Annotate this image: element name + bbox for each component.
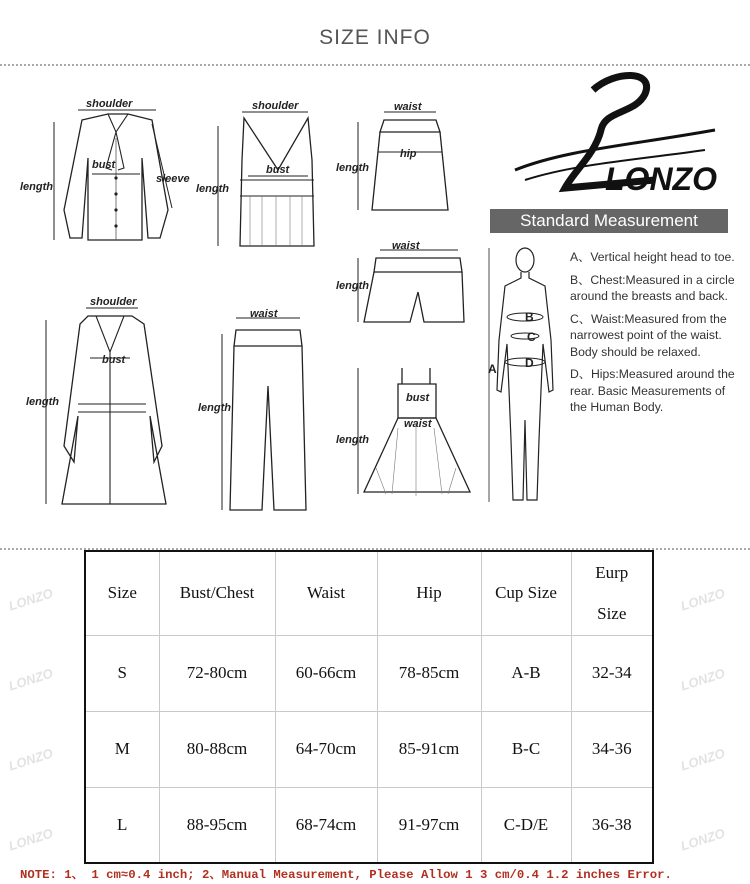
header-size: Size — [85, 551, 159, 635]
cell: 72-80cm — [159, 635, 275, 711]
cell: B-C — [481, 711, 571, 787]
table-row — [85, 711, 653, 787]
skirt-hip-label: hip — [400, 148, 417, 160]
dress-diagram — [336, 364, 476, 512]
watermark: LONZO — [678, 745, 727, 774]
body-label-c: C — [527, 330, 536, 344]
skirt-diagram — [336, 100, 456, 215]
skirt-illustration — [336, 100, 456, 215]
header-cup: Cup Size — [481, 551, 571, 635]
note-c — [570, 311, 740, 361]
vest-length-label: length — [196, 183, 229, 195]
cell: 60-66cm — [275, 635, 377, 711]
lonzo-logo-mark — [505, 70, 730, 210]
skirt-length-label: length — [336, 162, 369, 174]
size-table — [84, 550, 654, 864]
body-figure — [485, 240, 565, 512]
human-body-illustration — [485, 240, 565, 512]
measurement-notes — [570, 249, 740, 422]
cell: A-B — [481, 635, 571, 711]
brand-logo — [505, 70, 730, 210]
table-row — [85, 787, 653, 863]
watermark: LONZO — [678, 665, 727, 694]
header-hip: Hip — [377, 551, 481, 635]
watermark: LONZO — [678, 825, 727, 854]
note-b-key: B、 — [570, 272, 591, 287]
note-b-text: Chest:Measured in a circle around the breasts and back. — [570, 272, 735, 303]
dress-bust-label: bust — [406, 392, 430, 404]
dress-waist-label: waist — [404, 418, 432, 430]
pants-waist-label: waist — [250, 308, 278, 320]
cell: 68-74cm — [275, 787, 377, 863]
vest-diagram — [196, 100, 326, 250]
cell: 78-85cm — [377, 635, 481, 711]
shirt-length-label: length — [20, 181, 53, 193]
coat-diagram — [26, 296, 186, 511]
standard-measurement-banner: Standard Measurement — [490, 209, 728, 233]
note-a-text: Vertical height head to toe. — [590, 250, 735, 264]
cell: 91-97cm — [377, 787, 481, 863]
note-a-key: A、 — [570, 250, 591, 264]
cell: 32-34 — [571, 635, 653, 711]
footnote: NOTE: 1、 1 cm≈0.4 inch; 2、Manual Measurement, Please Allow 1 3 cm/0.4 1.2 inches Error. — [20, 868, 672, 882]
watermark: LONZO — [6, 585, 55, 614]
brand-name: LONZO — [605, 161, 717, 197]
note-c-key: C、 — [570, 311, 591, 326]
watermark: LONZO — [6, 745, 55, 774]
cell: S — [85, 635, 159, 711]
vest-shoulder-label: shoulder — [252, 100, 299, 112]
page-title: SIZE INFO — [319, 26, 431, 49]
note-d — [570, 366, 740, 416]
shorts-waist-label: waist — [392, 240, 420, 252]
pants-diagram — [196, 306, 326, 516]
cell: 80-88cm — [159, 711, 275, 787]
header-eurp: Eurp Size — [571, 551, 653, 635]
note-d-key: D、 — [570, 367, 591, 381]
body-label-a: A — [488, 362, 497, 376]
dress-length-label: length — [336, 434, 369, 446]
dotted-divider-top — [0, 64, 750, 66]
cell: 64-70cm — [275, 711, 377, 787]
body-label-d: D — [525, 356, 534, 370]
note-d-text: Hips:Measured around the rear. Basic Measurements of the Human Body. — [570, 367, 735, 414]
table-row — [85, 635, 653, 711]
note-a — [570, 249, 740, 266]
coat-bust-label: bust — [102, 354, 126, 366]
header-waist: Waist — [275, 551, 377, 635]
cell: 36-38 — [571, 787, 653, 863]
coat-length-label: length — [26, 396, 59, 408]
cell: L — [85, 787, 159, 863]
table-header-row — [85, 551, 653, 635]
shorts-diagram — [336, 238, 466, 328]
shirt-sleeve-label: sleeve — [156, 173, 190, 185]
note-b — [570, 272, 740, 305]
cell: C-D/E — [481, 787, 571, 863]
watermark: LONZO — [6, 825, 55, 854]
note-c-text: Waist:Measured from the narrowest point of the waist. Body should be relaxed. — [570, 311, 727, 359]
pants-length-label: length — [198, 402, 231, 414]
cell: M — [85, 711, 159, 787]
cell: 34-36 — [571, 711, 653, 787]
cell: 88-95cm — [159, 787, 275, 863]
vest-illustration — [196, 100, 326, 250]
header-bust: Bust/Chest — [159, 551, 275, 635]
cell: 85-91cm — [377, 711, 481, 787]
shorts-length-label: length — [336, 280, 369, 292]
body-label-b: B — [525, 310, 534, 324]
watermark: LONZO — [678, 585, 727, 614]
skirt-waist-label: waist — [394, 101, 422, 113]
shirt-shoulder-label: shoulder — [86, 98, 133, 110]
watermark: LONZO — [6, 665, 55, 694]
shirt-bust-label: bust — [92, 159, 116, 171]
vest-bust-label: bust — [266, 164, 290, 176]
shirt-diagram — [20, 98, 200, 248]
coat-shoulder-label: shoulder — [90, 296, 137, 308]
